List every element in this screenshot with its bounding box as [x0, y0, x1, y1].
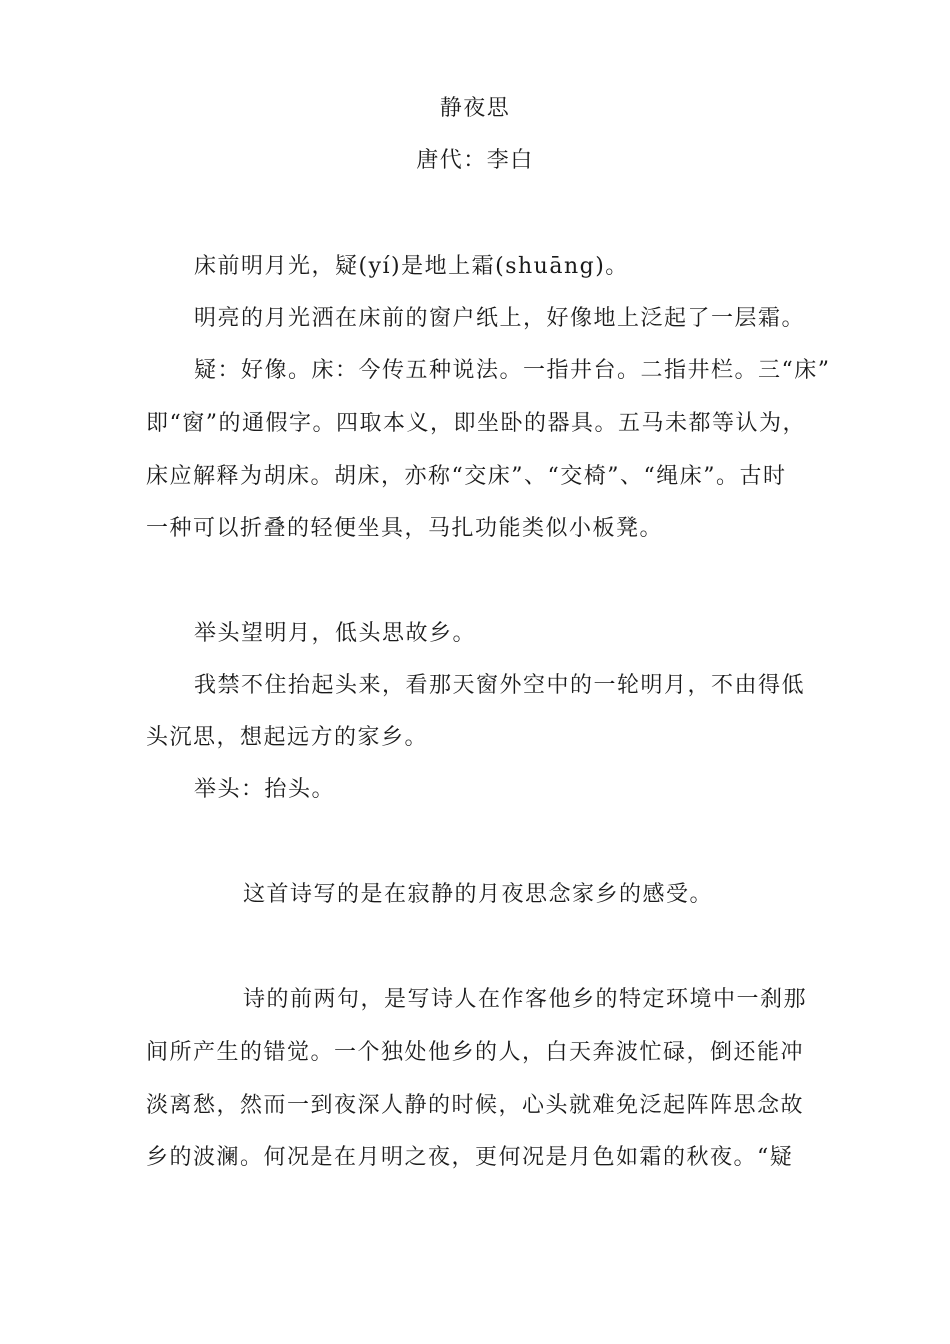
note-line: 即“窗”的通假字。四取本义，即坐卧的器具。五马未都等认为，	[146, 411, 806, 436]
summary-line: 这首诗写的是在寂静的月夜思念家乡的感受。	[243, 882, 714, 907]
poem-title: 静夜思	[439, 96, 511, 121]
analysis-line: 诗的前两句，是写诗人在作客他乡的特定环境中一刹那	[243, 987, 808, 1012]
poem-author: 唐代：李白	[416, 148, 534, 173]
note-line-2: 举头：抬头。	[194, 777, 336, 802]
verse-line-1: 床前明月光，疑(yí)是地上霜(shuāng)。	[194, 254, 629, 279]
analysis-line: 淡离愁，然而一到夜深人静的时候，心头就难免泛起阵阵思念故	[146, 1093, 805, 1118]
note-line: 床应解释为胡床。胡床，亦称“交床”、“交椅”、“绳床”。古时	[146, 464, 787, 489]
verse-line-2: 举头望明月，低头思故乡。	[194, 621, 477, 646]
note-line: 疑：好像。床：今传五种说法。一指井台。二指井栏。三“床”	[194, 358, 831, 383]
translation-line-2: 我禁不住抬起头来，看那天窗外空中的一轮明月，不由得低	[194, 673, 806, 698]
analysis-line: 间所产生的错觉。一个独处他乡的人，白天奔波忙碌，倒还能冲	[146, 1040, 805, 1065]
note-line: 一种可以折叠的轻便坐具，马扎功能类似小板凳。	[146, 516, 664, 541]
analysis-line: 乡的波澜。何况是在月明之夜，更何况是月色如霜的秋夜。“疑	[146, 1145, 794, 1170]
translation-line-1: 明亮的月光洒在床前的窗户纸上，好像地上泛起了一层霜。	[194, 306, 806, 331]
translation-line-2-cont: 头沉思，想起远方的家乡。	[146, 725, 429, 750]
